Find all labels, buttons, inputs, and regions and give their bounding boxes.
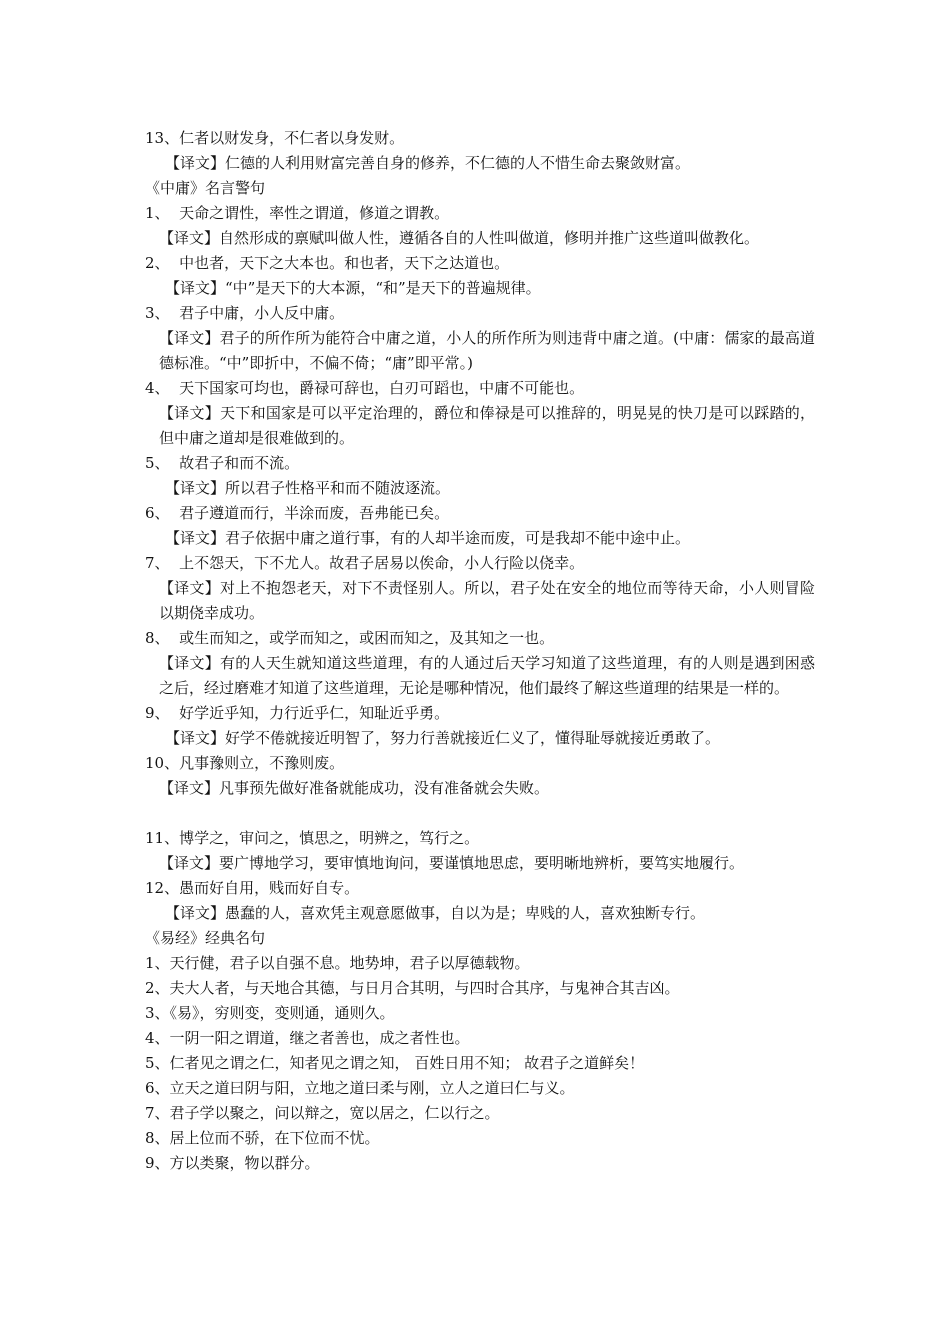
zy-quote-6: 6、 君子遵道而行，半涂而废，吾弗能已矣。 <box>145 504 450 522</box>
zy-quote-5: 5、 故君子和而不流。 <box>145 454 300 472</box>
zy-quote-9: 9、 好学近乎知，力行近乎仁，知耻近乎勇。 <box>145 704 450 722</box>
zy-translation-8: 【译文】有的人天生就知道这些道理，有的人通过后天学习知道了这些道理，有的人则是遇到困惑之后，经过磨难才知道了这些道理，无论是哪种情况，他们最终了解这些道理的结果是一样的。 <box>159 654 815 697</box>
document-body <box>145 126 815 1176</box>
zy-quote-4: 4、 天下国家可均也，爵禄可辞也，白刃可蹈也，中庸不可能也。 <box>145 379 585 397</box>
zy-quote-8: 8、 或生而知之，或学而知之，或困而知之，及其知之一也。 <box>145 629 555 647</box>
zy-quote-12: 12、愚而好自用，贱而好自专。 <box>145 879 360 897</box>
zy-translation-9: 【译文】好学不倦就接近明智了，努力行善就接近仁义了，懂得耻辱就接近勇敢了。 <box>165 729 721 747</box>
zy-translation-6: 【译文】君子依据中庸之道行事，有的人却半途而废，可是我却不能中途中止。 <box>165 529 691 547</box>
zy-translation-2: 【译文】“中”是天下的大本源，“和”是天下的普遍规律。 <box>165 279 541 297</box>
section-heading-yijing: 《易经》经典名句 <box>145 929 266 947</box>
zy-quote-11: 11、博学之，审问之，慎思之，明辨之，笃行之。 <box>145 829 480 847</box>
yj-quote-6: 6、立天之道曰阴与阳，立地之道曰柔与刚，立人之道曰仁与义。 <box>145 1079 575 1097</box>
yj-quote-1: 1、天行健，君子以自强不息。地势坤，君子以厚德载物。 <box>145 954 530 972</box>
zy-translation-1: 【译文】自然形成的禀赋叫做人性，遵循各自的人性叫做道，修明并推广这些道叫做教化。 <box>159 229 760 247</box>
quote-13: 13、仁者以财发身，不仁者以身发财。 <box>145 129 405 147</box>
zy-translation-3: 【译文】君子的所作所为能符合中庸之道，小人的所作所为则违背中庸之道。(中庸：儒家的最高道德标准。“中”即折中，不偏不倚；“庸”即平常。) <box>159 329 815 372</box>
yj-quote-8: 8、居上位而不骄，在下位而不忧。 <box>145 1129 380 1147</box>
zy-quote-1: 1、 天命之谓性，率性之谓道，修道之谓教。 <box>145 204 450 222</box>
translation-13: 【译文】仁德的人利用财富完善自身的修养，不仁德的人不惜生命去聚敛财富。 <box>165 154 691 172</box>
yj-quote-7: 7、君子学以聚之，问以辩之，宽以居之，仁以行之。 <box>145 1104 500 1122</box>
zy-translation-11: 【译文】要广博地学习，要审慎地询问，要谨慎地思虑，要明晰地辨析，要笃实地履行。 <box>159 854 745 872</box>
zy-quote-7: 7、 上不怨天，下不尤人。故君子居易以俟命，小人行险以侥幸。 <box>145 554 585 572</box>
yj-quote-4: 4、一阴一阳之谓道，继之者善也，成之者性也。 <box>145 1029 470 1047</box>
zy-quote-3: 3、 君子中庸，小人反中庸。 <box>145 304 345 322</box>
section-heading-zhongyong: 《中庸》名言警句 <box>145 179 266 197</box>
yj-quote-2: 2、夫大人者，与天地合其德，与日月合其明，与四时合其序，与鬼神合其吉凶。 <box>145 979 680 997</box>
zy-translation-5: 【译文】所以君子性格平和而不随波逐流。 <box>165 479 451 497</box>
zy-translation-7: 【译文】对上不抱怨老天，对下不责怪别人。所以，君子处在安全的地位而等待天命，小人则冒险以期侥幸成功。 <box>159 579 815 622</box>
zy-translation-4: 【译文】天下和国家是可以平定治理的，爵位和俸禄是可以推辞的，明晃晃的快刀是可以踩踏的，但中庸之道却是很难做到的。 <box>159 404 815 447</box>
zy-quote-2: 2、 中也者，天下之大本也。和也者，天下之达道也。 <box>145 254 510 272</box>
yj-quote-3: 3、《易》，穷则变，变则通，通则久。 <box>145 1004 395 1022</box>
yj-quote-5: 5、仁者见之谓之仁，知者见之谓之知， 百姓日用不知； 故君子之道鲜矣！ <box>145 1054 645 1072</box>
zy-translation-12: 【译文】愚蠢的人，喜欢凭主观意愿做事，自以为是；卑贱的人，喜欢独断专行。 <box>165 904 706 922</box>
zy-translation-10: 【译文】凡事预先做好准备就能成功，没有准备就会失败。 <box>159 779 550 797</box>
yj-quote-9: 9、方以类聚，物以群分。 <box>145 1154 320 1172</box>
zy-quote-10: 10、凡事豫则立，不豫则废。 <box>145 754 345 772</box>
blank-line <box>145 801 815 826</box>
